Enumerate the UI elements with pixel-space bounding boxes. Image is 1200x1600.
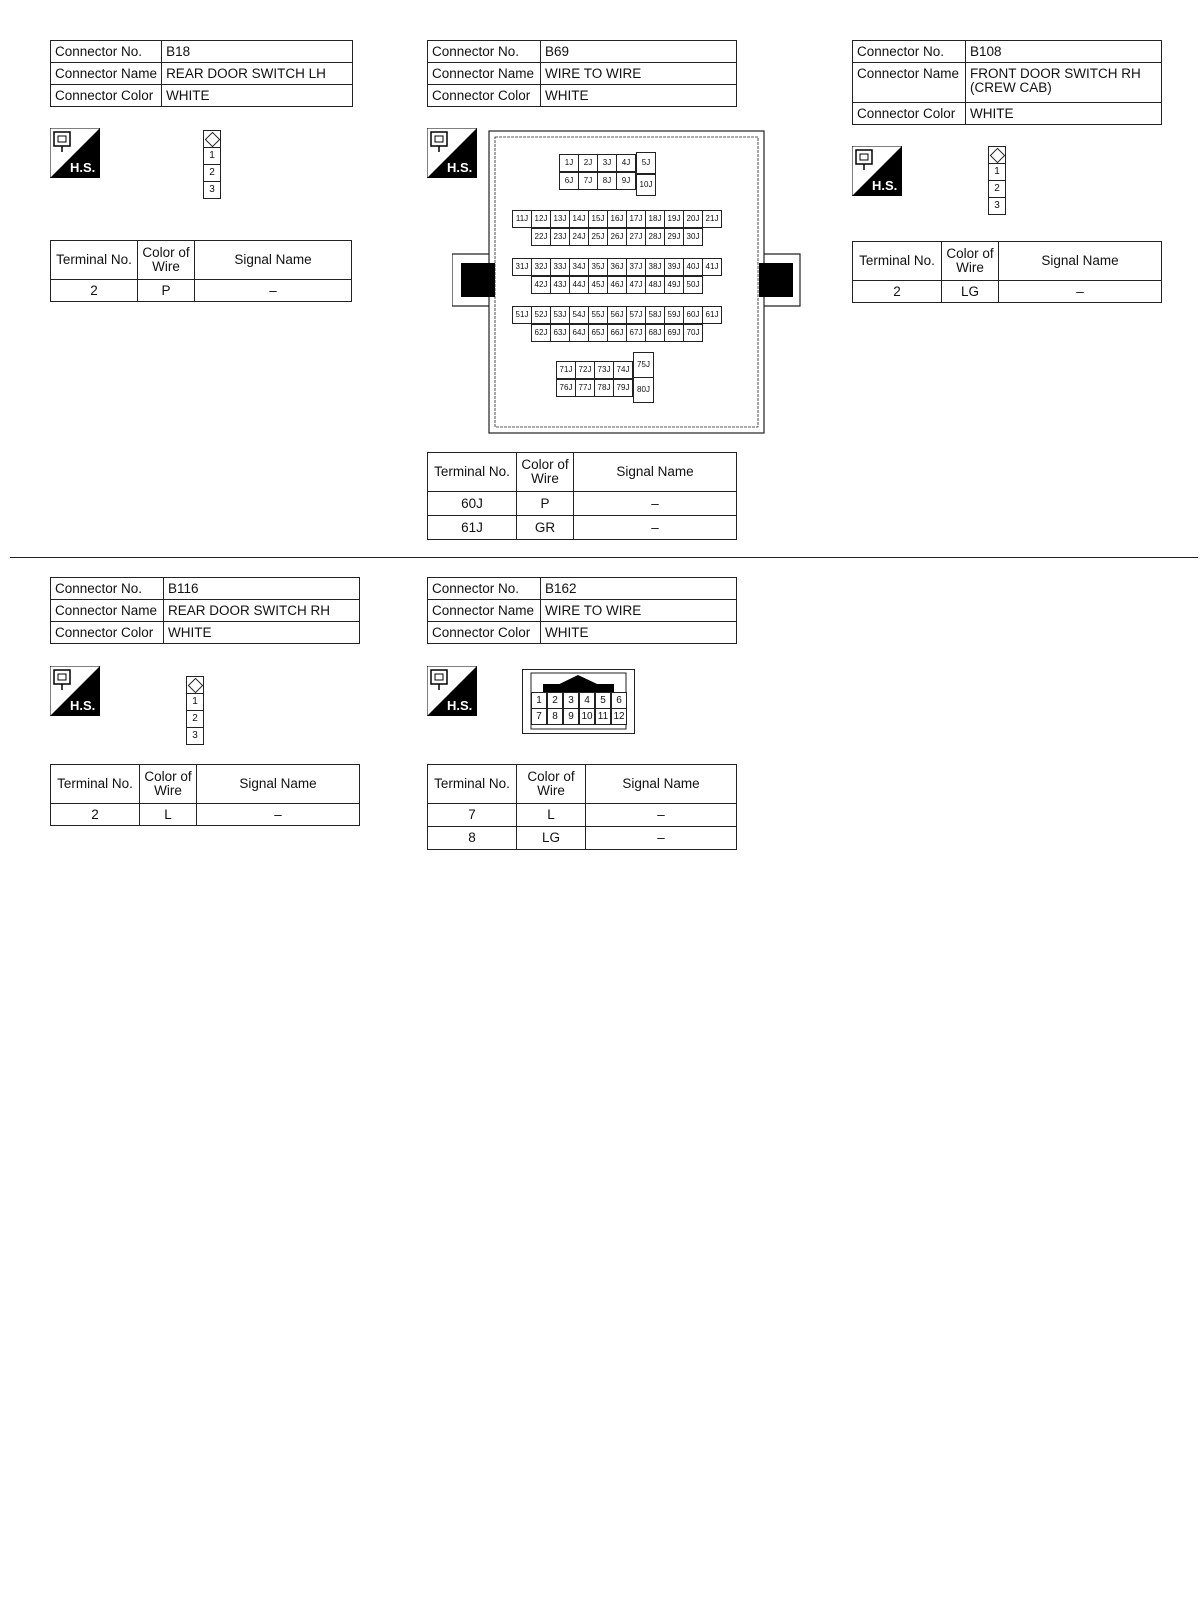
cavity-44J: 44J — [569, 276, 589, 294]
hs-icon-text: H.S. — [70, 698, 96, 713]
connector-name-value: WIRE TO WIRE — [541, 63, 737, 85]
pin-3: 3 — [563, 692, 579, 709]
cavity-25J: 25J — [588, 228, 608, 246]
cavity-7J: 7J — [578, 172, 598, 190]
cavity-61J: 61J — [702, 306, 722, 324]
cavity-2J: 2J — [578, 154, 598, 172]
connector-name-value: WIRE TO WIRE — [541, 600, 737, 622]
wire-color-cell: L — [140, 804, 197, 826]
cavity-40J: 40J — [683, 258, 703, 276]
connector-no-value: B116 — [164, 578, 360, 600]
terminal-cell: 7 — [428, 804, 517, 827]
wire-color-cell: L — [517, 804, 586, 827]
cavity-53J: 53J — [550, 306, 570, 324]
connector-info-b162 — [427, 577, 737, 644]
terminal-no-header: Terminal No. — [428, 453, 517, 492]
cavity-66J: 66J — [607, 324, 627, 342]
cavity-42J: 42J — [531, 276, 551, 294]
cavity-49J: 49J — [664, 276, 684, 294]
cavity-52J: 52J — [531, 306, 551, 324]
pin-2: 2 — [187, 711, 203, 728]
connector-name-value: FRONT DOOR SWITCH RH (CREW CAB) — [966, 63, 1162, 103]
cavity-76J: 76J — [556, 379, 576, 397]
connector-no-value: B162 — [541, 578, 737, 600]
cavity-16J: 16J — [607, 210, 627, 228]
cavity-3J: 3J — [597, 154, 617, 172]
wire-color-cell: LG — [942, 281, 999, 303]
terminal-cell: 2 — [51, 280, 138, 302]
cavity-48J: 48J — [645, 276, 665, 294]
cavity-5J: 5J — [636, 152, 656, 174]
pin-7: 7 — [531, 708, 547, 725]
cavity-31J: 31J — [512, 258, 532, 276]
cavity-34J: 34J — [569, 258, 589, 276]
connector-no-label: Connector No. — [428, 578, 541, 600]
color-of-wire-header: Color of Wire — [517, 765, 586, 804]
connector-color-value: WHITE — [966, 103, 1162, 125]
cavity-37J: 37J — [626, 258, 646, 276]
connector-no-value: B108 — [966, 41, 1162, 63]
cavity-38J: 38J — [645, 258, 665, 276]
cavity-43J: 43J — [550, 276, 570, 294]
table-row — [428, 516, 737, 540]
key-diamond-icon — [187, 677, 203, 694]
signal-name-header: Signal Name — [586, 765, 737, 804]
harness-side-icon — [852, 146, 902, 196]
terminal-cell: 61J — [428, 516, 517, 540]
terminal-table-b18 — [50, 240, 352, 302]
table-row — [853, 281, 1162, 303]
cavity-27J: 27J — [626, 228, 646, 246]
wire-color-cell: LG — [517, 827, 586, 850]
cavity-75J: 75J — [633, 352, 654, 378]
cavity-35J: 35J — [588, 258, 608, 276]
cavity-54J: 54J — [569, 306, 589, 324]
color-of-wire-header: Color of Wire — [138, 241, 195, 280]
cavity-28J: 28J — [645, 228, 665, 246]
connector-color-label: Connector Color — [51, 622, 164, 644]
connector-no-label: Connector No. — [428, 41, 541, 63]
cavity-67J: 67J — [626, 324, 646, 342]
hs-icon-text: H.S. — [70, 160, 96, 175]
cavity-47J: 47J — [626, 276, 646, 294]
hs-icon-text: H.S. — [447, 160, 473, 175]
connector-no-value: B69 — [541, 41, 737, 63]
cavity-63J: 63J — [550, 324, 570, 342]
signal-cell: – — [195, 280, 352, 302]
connector-face-b162 — [522, 669, 635, 734]
pin-3: 3 — [994, 200, 1000, 211]
pin-1: 1 — [531, 692, 547, 709]
color-of-wire-header: Color of Wire — [517, 453, 574, 492]
harness-side-icon — [427, 666, 477, 716]
connector-no-label: Connector No. — [51, 41, 162, 63]
pin-9: 9 — [563, 708, 579, 725]
connector-name-label: Connector Name — [51, 63, 162, 85]
connector-face-b116 — [186, 676, 204, 745]
connector-info-b116 — [50, 577, 360, 644]
connector-color-label: Connector Color — [428, 622, 541, 644]
table-row — [428, 492, 737, 516]
cavity-77J: 77J — [575, 379, 595, 397]
connector-face-b18 — [203, 130, 221, 199]
cavity-58J: 58J — [645, 306, 665, 324]
terminal-no-header: Terminal No. — [51, 765, 140, 804]
cavity-20J: 20J — [683, 210, 703, 228]
pin-10: 10 — [579, 708, 595, 725]
cavity-80J: 80J — [633, 377, 654, 403]
connector-info-b108 — [852, 40, 1162, 125]
cavity-64J: 64J — [569, 324, 589, 342]
connector-face-b108 — [988, 146, 1006, 215]
connector-info-b18 — [50, 40, 353, 107]
connector-color-value: WHITE — [541, 85, 737, 107]
connector-name-value: REAR DOOR SWITCH LH — [162, 63, 353, 85]
connector-color-label: Connector Color — [853, 103, 966, 125]
harness-side-icon — [50, 128, 100, 178]
wire-color-cell: GR — [517, 516, 574, 540]
pin-12: 12 — [611, 708, 627, 725]
signal-cell: – — [574, 492, 737, 516]
terminal-cell: 2 — [51, 804, 140, 826]
pin-4: 4 — [579, 692, 595, 709]
connector-name-label: Connector Name — [428, 63, 541, 85]
section-divider — [10, 557, 1198, 558]
pin-8: 8 — [547, 708, 563, 725]
signal-name-header: Signal Name — [197, 765, 360, 804]
hs-icon-text: H.S. — [447, 698, 473, 713]
cavity-72J: 72J — [575, 361, 595, 379]
cavity-70J: 70J — [683, 324, 703, 342]
terminal-cell: 2 — [853, 281, 942, 303]
connector-name-value: REAR DOOR SWITCH RH — [164, 600, 360, 622]
cavity-68J: 68J — [645, 324, 665, 342]
connector-name-label: Connector Name — [853, 63, 966, 103]
table-row — [428, 804, 737, 827]
terminal-cell: 60J — [428, 492, 517, 516]
signal-name-header: Signal Name — [195, 241, 352, 280]
cavity-8J: 8J — [597, 172, 617, 190]
cavity-11J: 11J — [512, 210, 532, 228]
cavity-18J: 18J — [645, 210, 665, 228]
connector-no-label: Connector No. — [853, 41, 966, 63]
cavity-39J: 39J — [664, 258, 684, 276]
color-of-wire-header: Color of Wire — [942, 242, 999, 281]
cavity-15J: 15J — [588, 210, 608, 228]
connector-no-value: B18 — [162, 41, 353, 63]
cavity-24J: 24J — [569, 228, 589, 246]
cavity-59J: 59J — [664, 306, 684, 324]
signal-cell: – — [197, 804, 360, 826]
cavity-55J: 55J — [588, 306, 608, 324]
cavity-6J: 6J — [559, 172, 579, 190]
cavity-21J: 21J — [702, 210, 722, 228]
pin-2: 2 — [547, 692, 563, 709]
cavity-51J: 51J — [512, 306, 532, 324]
cavity-14J: 14J — [569, 210, 589, 228]
cavity-45J: 45J — [588, 276, 608, 294]
pin-2: 2 — [204, 165, 220, 182]
key-diamond-icon — [989, 147, 1005, 164]
cavity-57J: 57J — [626, 306, 646, 324]
connector-face-b69 — [452, 130, 802, 434]
pin-2: 2 — [989, 181, 1005, 198]
signal-cell: – — [999, 281, 1162, 303]
pin-5: 5 — [595, 692, 611, 709]
cavity-41J: 41J — [702, 258, 722, 276]
connector-name-label: Connector Name — [428, 600, 541, 622]
cavity-74J: 74J — [613, 361, 633, 379]
cavity-10J: 10J — [636, 174, 656, 196]
terminal-no-header: Terminal No. — [853, 242, 942, 281]
cavity-4J: 4J — [616, 154, 636, 172]
signal-name-header: Signal Name — [999, 242, 1162, 281]
wire-color-cell: P — [517, 492, 574, 516]
harness-side-icon — [50, 666, 100, 716]
cavity-50J: 50J — [683, 276, 703, 294]
connector-color-value: WHITE — [162, 85, 353, 107]
terminal-no-header: Terminal No. — [428, 765, 517, 804]
connector-color-label: Connector Color — [51, 85, 162, 107]
pin-1: 1 — [187, 694, 203, 711]
key-diamond-icon — [204, 131, 220, 148]
cavity-23J: 23J — [550, 228, 570, 246]
pin-1: 1 — [204, 148, 220, 165]
terminal-table-b162 — [427, 764, 737, 850]
cavity-73J: 73J — [594, 361, 614, 379]
cavity-30J: 30J — [683, 228, 703, 246]
cavity-36J: 36J — [607, 258, 627, 276]
signal-cell: – — [586, 804, 737, 827]
hs-icon-text: H.S. — [872, 178, 898, 193]
connector-no-label: Connector No. — [51, 578, 164, 600]
cavity-9J: 9J — [616, 172, 636, 190]
cavity-62J: 62J — [531, 324, 551, 342]
connector-color-value: WHITE — [541, 622, 737, 644]
cavity-22J: 22J — [531, 228, 551, 246]
terminal-table-b108 — [852, 241, 1162, 303]
connector-info-b69 — [427, 40, 737, 107]
cavity-79J: 79J — [613, 379, 633, 397]
cavity-60J: 60J — [683, 306, 703, 324]
cavity-13J: 13J — [550, 210, 570, 228]
pin-3: 3 — [192, 730, 198, 741]
terminal-cell: 8 — [428, 827, 517, 850]
terminal-no-header: Terminal No. — [51, 241, 138, 280]
cavity-1J: 1J — [559, 154, 579, 172]
cavity-32J: 32J — [531, 258, 551, 276]
table-row — [51, 804, 360, 826]
cavity-65J: 65J — [588, 324, 608, 342]
connector-color-label: Connector Color — [428, 85, 541, 107]
connector-color-value: WHITE — [164, 622, 360, 644]
connector-name-label: Connector Name — [51, 600, 164, 622]
cavity-29J: 29J — [664, 228, 684, 246]
color-of-wire-header: Color of Wire — [140, 765, 197, 804]
signal-cell: – — [574, 516, 737, 540]
pin-6: 6 — [611, 692, 627, 709]
pin-1: 1 — [989, 164, 1005, 181]
pin-11: 11 — [595, 708, 611, 725]
cavity-33J: 33J — [550, 258, 570, 276]
table-row — [428, 827, 737, 850]
cavity-69J: 69J — [664, 324, 684, 342]
cavity-19J: 19J — [664, 210, 684, 228]
cavity-71J: 71J — [556, 361, 576, 379]
table-row — [51, 280, 352, 302]
cavity-12J: 12J — [531, 210, 551, 228]
signal-name-header: Signal Name — [574, 453, 737, 492]
cavity-26J: 26J — [607, 228, 627, 246]
cavity-56J: 56J — [607, 306, 627, 324]
signal-cell: – — [586, 827, 737, 850]
wire-color-cell: P — [138, 280, 195, 302]
pin-3: 3 — [209, 184, 215, 195]
cavity-46J: 46J — [607, 276, 627, 294]
cavity-78J: 78J — [594, 379, 614, 397]
cavity-17J: 17J — [626, 210, 646, 228]
terminal-table-b116 — [50, 764, 360, 826]
terminal-table-b69 — [427, 452, 737, 540]
